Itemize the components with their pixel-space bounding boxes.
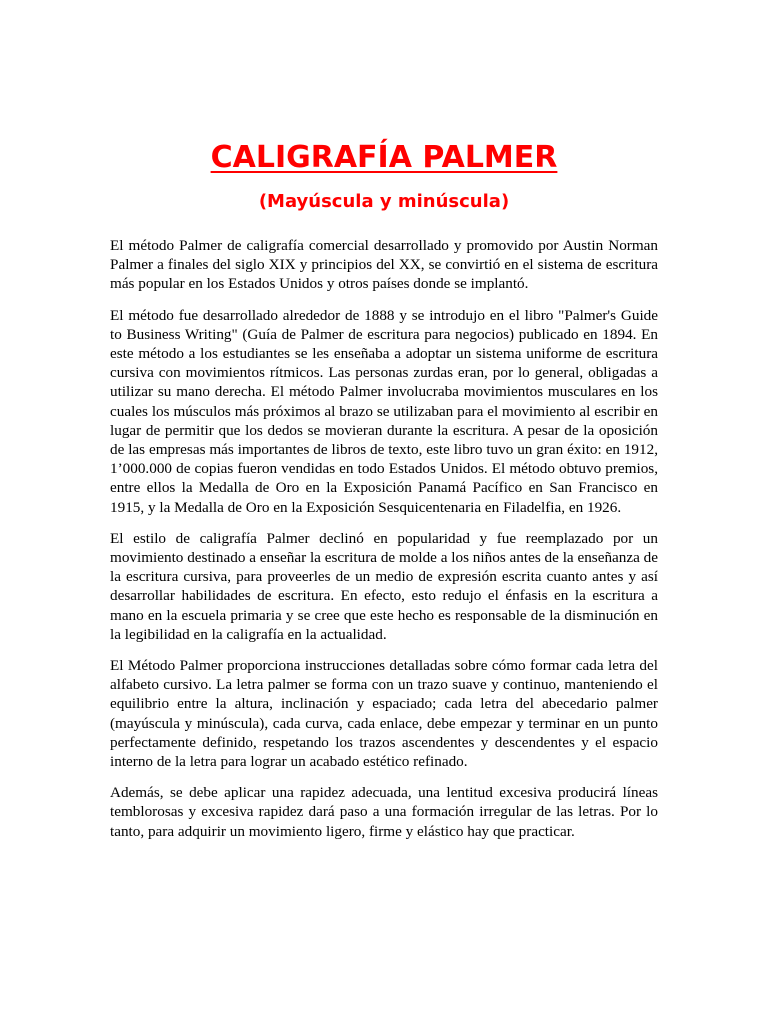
paragraph-3: El estilo de caligrafía Palmer declinó en popularidad y fue reemplazado por un movimiento destinado a enseñar la escritura de molde a los niños antes de la enseñanza de la escritura cursiva, para proveerles de un medio de expresión escrita cuanto antes y así desarrollar habilidades de escritura. En efecto, esto redujo el énfasis en la escritura a mano en la escuela primaria y se cree que este hecho es responsable de la disminución en la legibilidad en la caligrafía en la actualidad. <box>110 529 658 643</box>
paragraph-1: El método Palmer de caligrafía comercial desarrollado y promovido por Austin Norman Palmer a finales del siglo XIX y principios del XX, se convirtió en el sistema de escritura más popular en los Estados Unidos y otros países donde se implantó. <box>110 237 658 293</box>
paragraph-2: El método fue desarrollado alrededor de 1888 y se introdujo en el libro "Palmer's Guide to Business Writing" (Guía de Palmer de escritura para negocios) publicado en 1894. En este método a los estudiantes se les enseñaba a adoptar un sistema uniforme de escritura cursiva con movimientos rítmicos. Las personas zurdas eran, por lo general, obligadas a utilizar su mano derecha. El método Palmer involucraba movimientos musculares en los cuales los músculos más próximos al brazo se utilizaban para el movimiento al escribir en lugar de permitir que los dedos se movieran durante la escritura. A pesar de la oposición de las empresas más importantes de libros de texto, este libro tuvo un gran éxito: en 1912, 1’000.000 de copias fueron vendidas en todo Estados Unidos. El método obtuvo premios, entre ellos la Medalla de Oro en la Exposición Panamá Pacífico en San Francisco en 1915, y la Medalla de Oro en la Exposición Sesquicentenaria en Filadelfia, en 1926. <box>110 306 658 516</box>
paragraph-4: El Método Palmer proporciona instrucciones detalladas sobre cómo formar cada letra del alfabeto cursivo. La letra palmer se forma con un trazo suave y continuo, manteniendo el equilibrio entre la altura, inclinación y espaciado; cada letra del abecedario palmer (mayúscula y minúscula), cada curva, cada enlace, debe empezar y terminar en un punto perfectamente definido, respetando los trazos ascendentes y descendentes y el espacio interno de la letra para lograr un acabado estético refinado. <box>110 657 658 771</box>
document-body <box>110 236 658 853</box>
document-title: CALIGRAFÍA PALMER <box>210 140 558 175</box>
paragraph-5: Además, se debe aplicar una rapidez adecuada, una lentitud excesiva producirá líneas temblorosas y excesiva rapidez dará paso a una formación irregular de las letras. Por lo tanto, para adquirir un movimiento ligero, firme y elástico hay que practicar. <box>110 784 658 840</box>
document-subtitle: (Mayúscula y minúscula) <box>258 191 510 212</box>
